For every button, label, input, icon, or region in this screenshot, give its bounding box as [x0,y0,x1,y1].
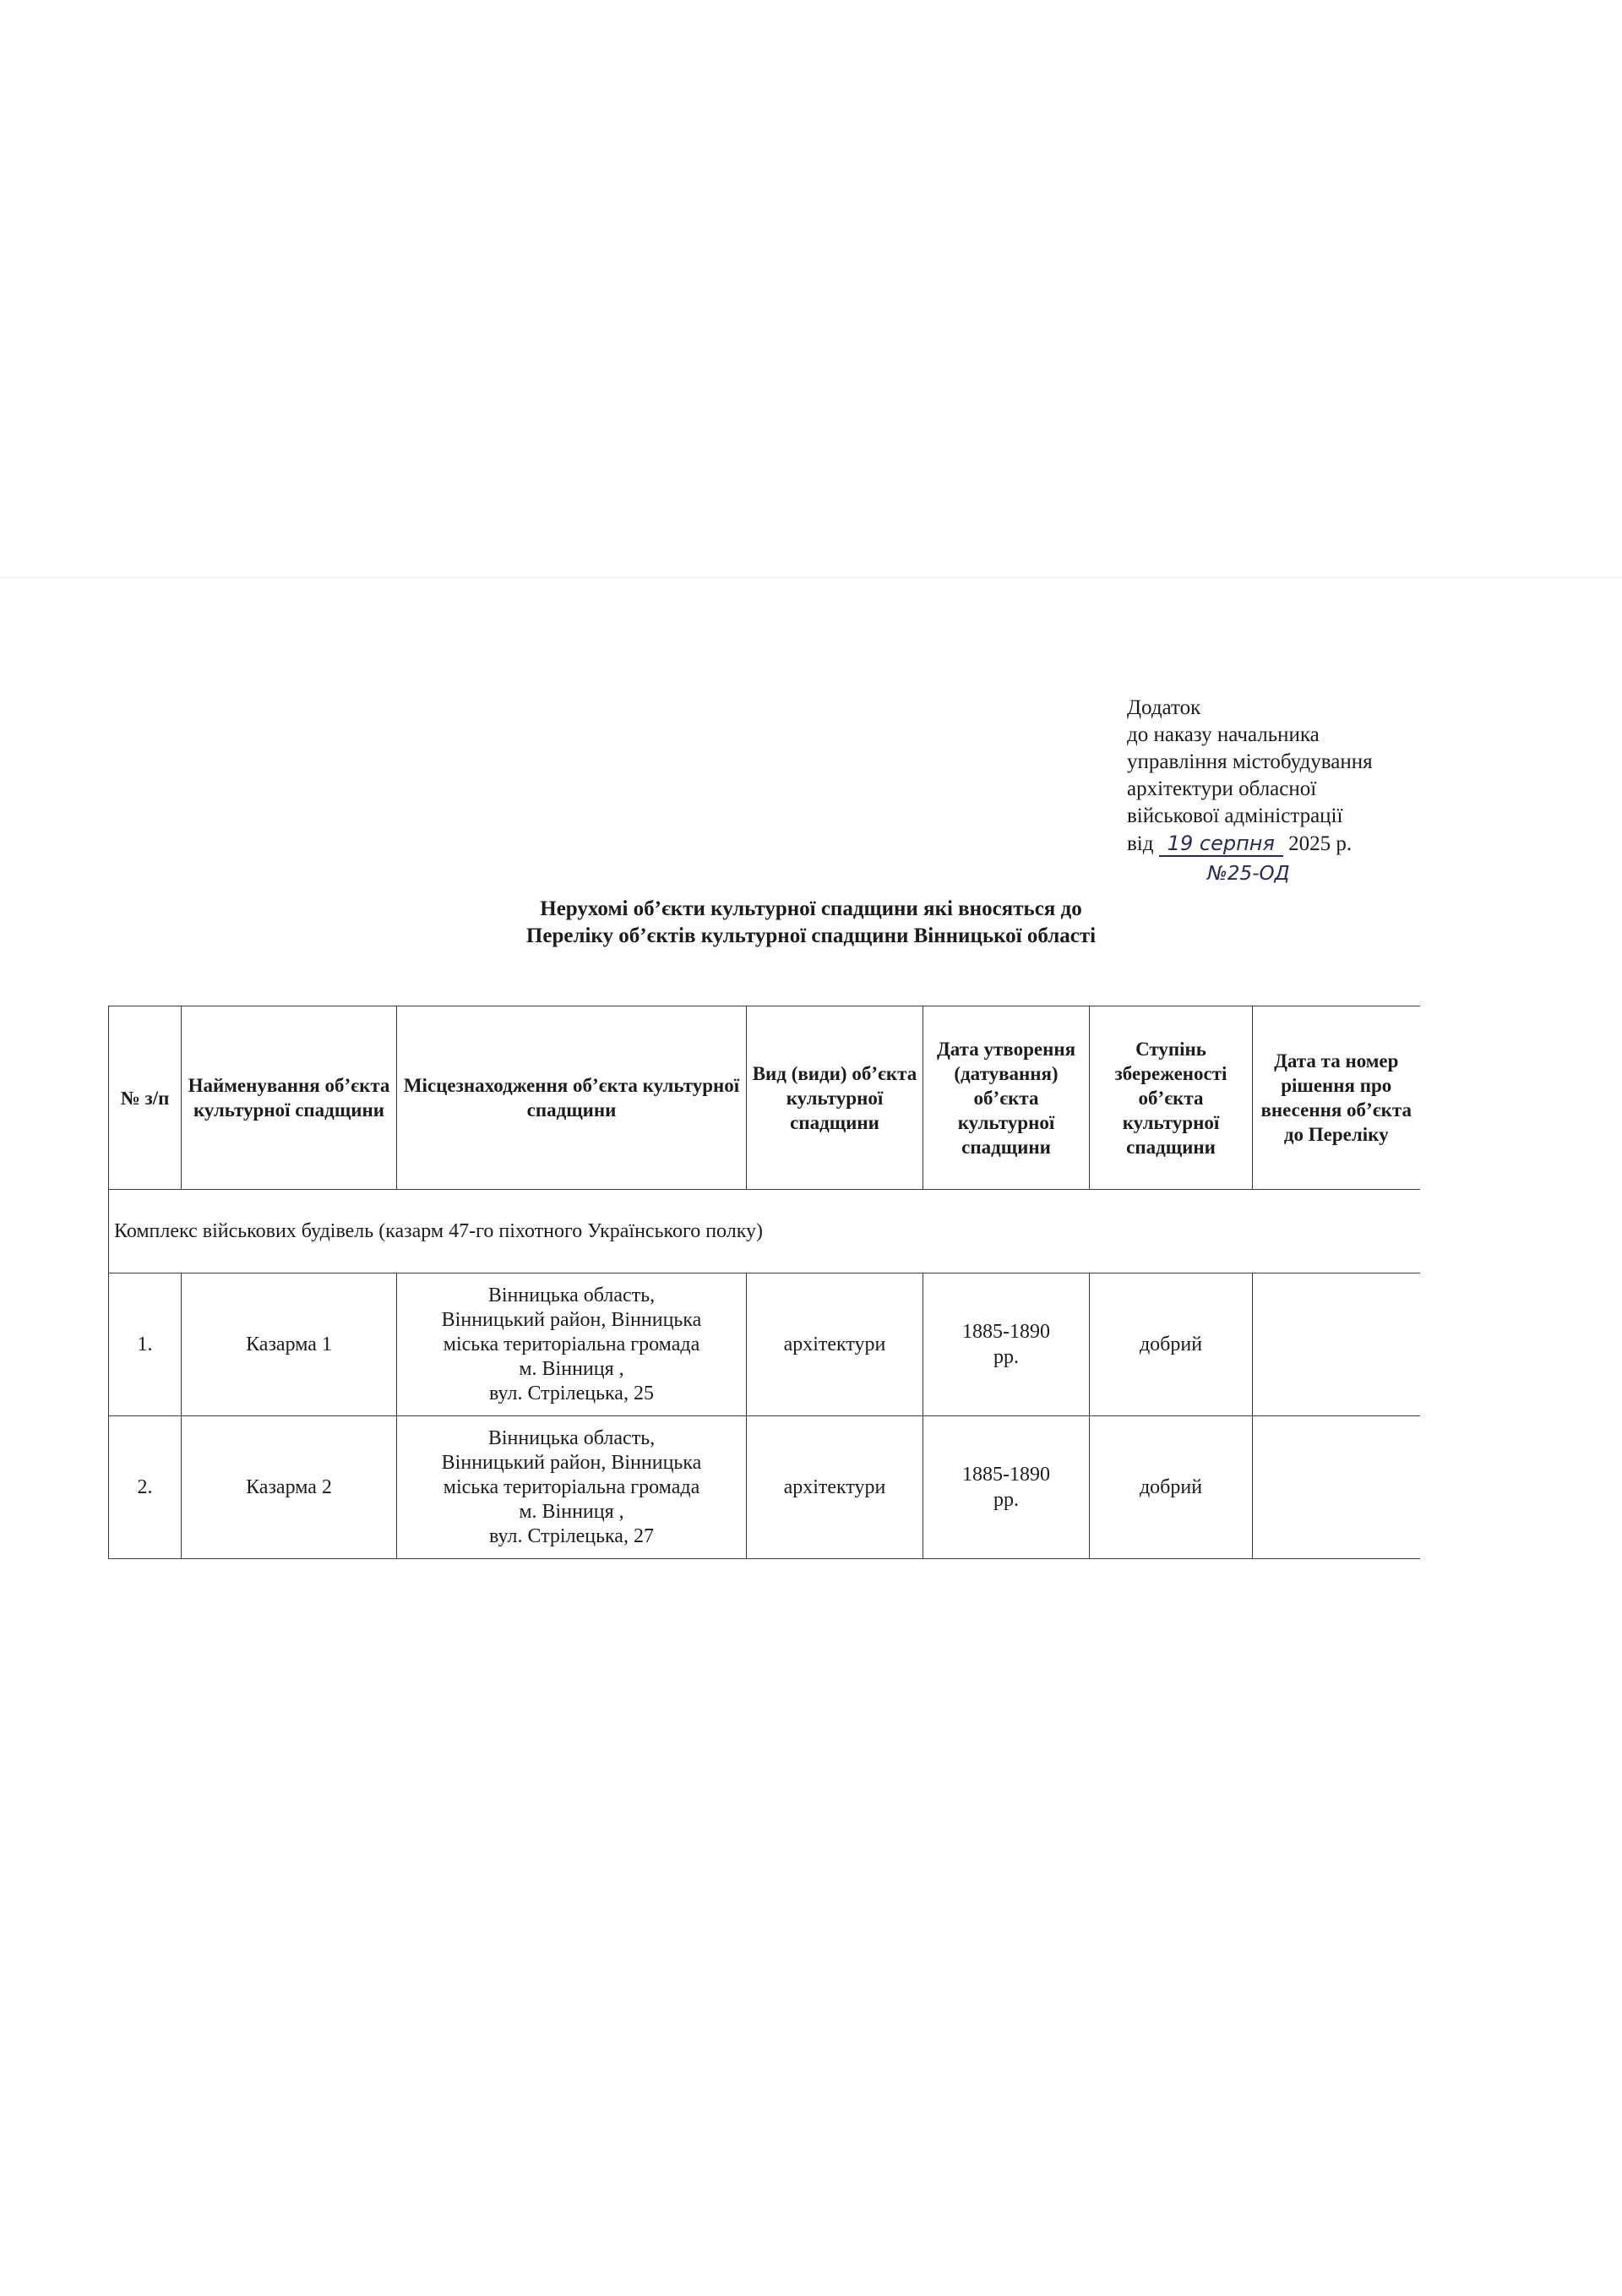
appendix-line: архітектури обласної [1127,777,1317,800]
appendix-date-line [1127,830,1373,885]
table-row [109,1273,1420,1416]
title-line-1: Нерухомі об’єкти культурної спадщини які вносяться до [540,897,1082,920]
document-title [253,896,1369,950]
appendix-block [1127,695,1373,885]
row-number: 2. [109,1416,182,1559]
address-line: Вінницький район, Вінницька [441,1451,702,1474]
row-type: архітектури [747,1273,923,1416]
row-address [397,1273,747,1416]
scan-edge-line [0,577,1622,578]
heritage-table [108,1006,1420,1559]
date-range: 1885-1890 [962,1464,1050,1486]
date-unit: рр. [993,1346,1019,1368]
row-name: Казарма 1 [182,1273,397,1416]
address-line: Вінницька область, [487,1426,656,1449]
address-line: міська територіальна громада [443,1333,700,1355]
table-row [109,1416,1420,1559]
header-date: Дата утворення (датування) об’єкта культурної спадщини [923,1006,1090,1190]
title-line-2: Переліку об’єктів культурної спадщини Вінницької області [525,924,1097,947]
row-decision [1253,1273,1420,1416]
table-group-row [109,1190,1420,1273]
table-header-row [109,1006,1420,1190]
appendix-line: до наказу начальника [1127,723,1320,746]
address-line: м. Вінниця , [519,1500,624,1523]
group-title: Комплекс військових будівель (казарм 47-го піхотного Українського полку) [109,1190,1420,1273]
date-suffix: 2025 р. [1288,832,1353,855]
row-address [397,1416,747,1559]
row-date [923,1416,1090,1559]
appendix-line: Додаток [1127,696,1201,719]
handwritten-order-number: №25-ОД [1207,863,1290,885]
header-name: Найменування об’єкта культурної спадщини [182,1006,397,1190]
address-line: вул. Стрілецька, 25 [489,1382,654,1404]
date-prefix: від [1127,832,1154,855]
appendix-line: військової адміністрації [1127,804,1343,827]
date-range: 1885-1890 [962,1321,1050,1343]
date-unit: рр. [993,1489,1019,1511]
header-location: Місцезнаходження об’єкта культурної спадщини [397,1006,747,1190]
row-condition: добрий [1090,1416,1253,1559]
header-decision: Дата та номер рішення про внесення об’єкта до Переліку [1253,1006,1420,1190]
row-name: Казарма 2 [182,1416,397,1559]
row-decision [1253,1416,1420,1559]
header-type: Вид (види) об’єкта культурної спадщини [747,1006,923,1190]
row-number: 1. [109,1273,182,1416]
address-line: Вінницький район, Вінницька [441,1308,702,1331]
row-date [923,1273,1090,1416]
handwritten-date: 19 серпня [1159,832,1283,857]
appendix-line: управління містобудування [1127,750,1373,773]
address-line: міська територіальна громада [443,1475,700,1498]
header-condition: Ступінь збереженості об’єкта культурної спадщини [1090,1006,1253,1190]
address-line: вул. Стрілецька, 27 [489,1524,654,1547]
row-type: архітектури [747,1416,923,1559]
row-condition: добрий [1090,1273,1253,1416]
address-line: Вінницька область, [487,1284,656,1306]
header-number: № з/п [109,1006,182,1190]
address-line: м. Вінниця , [519,1357,624,1380]
